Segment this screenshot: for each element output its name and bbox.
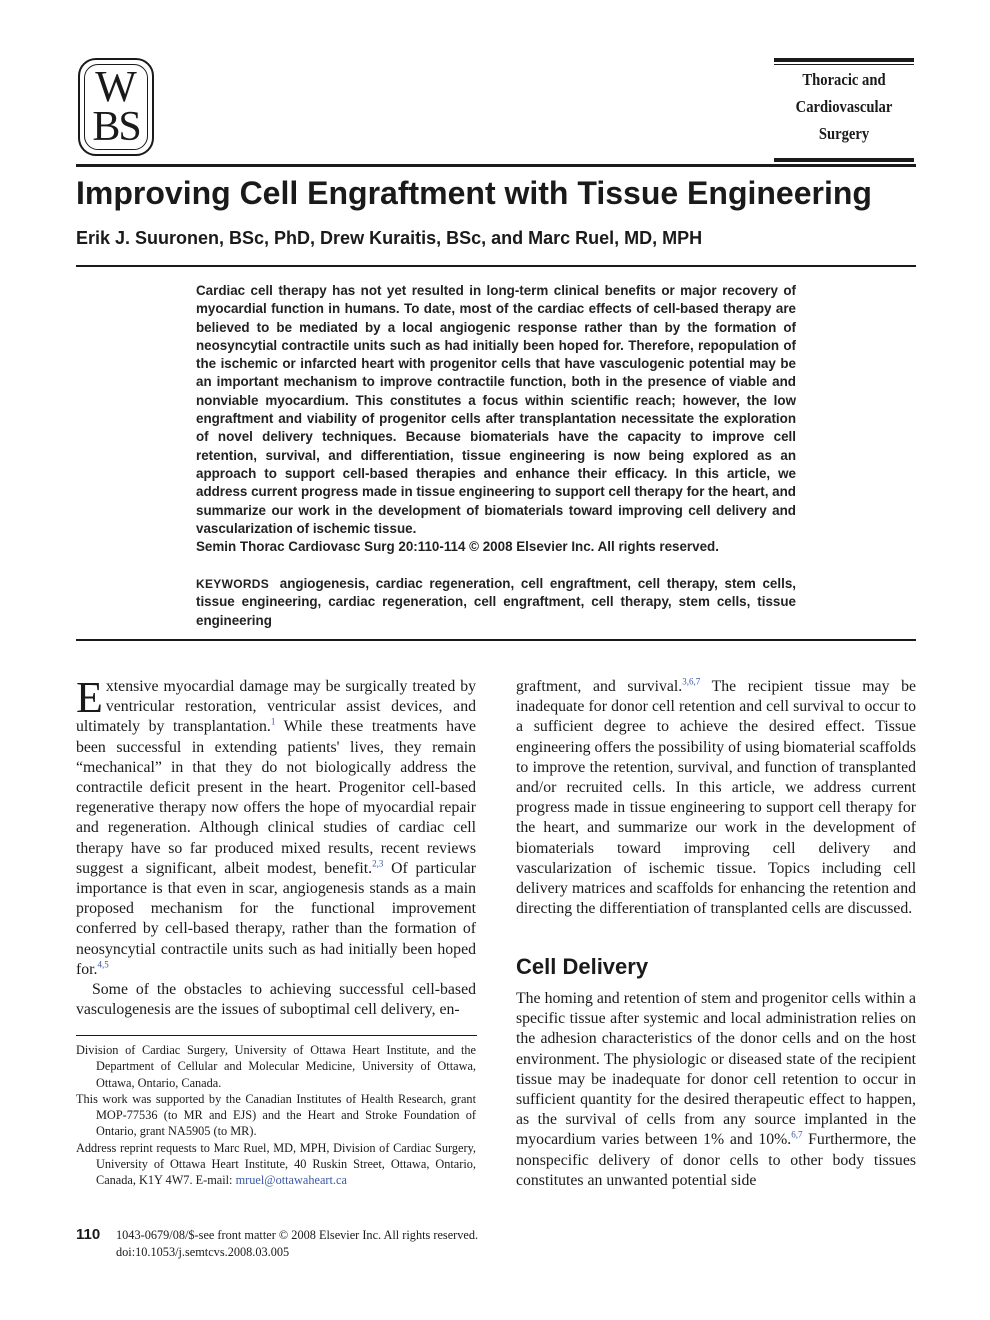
page-number: 110 xyxy=(76,1226,101,1243)
p1-text-b: While these treatments have been successful in extending patients' lives, they remain “mechanical” in that they do not biologically address the contractile deficit present in the heart. Progenitor cell-based regenerative therapy now offers the hope of myocardial repair and regeneration. Although clinical studies of cardiac cell therapy have so far produced mixed results, recent reviews suggest a significant, albeit modest, benefit. xyxy=(76,718,476,877)
body-left-column xyxy=(76,673,476,1020)
footnote-funding: This work was supported by the Canadian Institutes of Health Research, grant MOP-77536 (to MR and EJS) and the Heart and Stroke Foundation of Ontario, grant NA5905 (to MR). xyxy=(76,1091,476,1139)
journal-box-rule xyxy=(774,64,914,65)
r1-text-a: graftment, and survival. xyxy=(516,678,683,695)
journal-name-line2: Cardiovascular xyxy=(795,97,893,116)
reference-link[interactable]: 2,3 xyxy=(372,858,384,869)
footnote-correspondence xyxy=(76,1140,476,1189)
reference-link[interactable]: 4,5 xyxy=(97,959,109,970)
p1-text-c: Of particular importance is that even in scar, angiogenesis stands as a main proposed mechanism for the functional improvement conferred by cell-based therapy, rather than the formation of neosyncytial contractile units such as had initially been hoped for. xyxy=(76,859,476,978)
journal-name-line3: Surgery xyxy=(818,124,870,143)
correspondence-text: Address reprint requests to Marc Ruel, MD, MPH, Division of Cardiac Surgery, University of Ottawa Heart Institute, 40 Ruskin Street, Ottawa, Ontario, Canada, K1Y 4W7. E-mail: xyxy=(76,1140,476,1188)
r2-text-b: Furthermore, the nonspecific delivery of donor cells to other body tissues constitutes an unwanted potential side xyxy=(516,1131,916,1189)
reference-link[interactable]: 6,7 xyxy=(791,1130,803,1141)
body-right-column xyxy=(516,677,916,919)
logo-text-bottom: BS xyxy=(92,104,140,150)
authors-rule xyxy=(76,265,916,267)
journal-name-box xyxy=(774,58,914,162)
r1-text-b: The recipient tissue may be inadequate for donor cell retention and cell survival to occur to a sufficient degree to achieve the desired effect. Tissue engineering offers the possibility of using biomaterial scaffolds to improve the retention, survival, and function of transplanted and/or recruited cells. In this article, we address current progress made in tissue engineering to support cell therapy for the heart, and summarize our work in the development of biomaterials toward improving cell delivery and vascularization of ischemic tissue. Topics including cell delivery matrices and scaffolds for enhancing the retention and directing the differentiation of transplanted cells are discussed. xyxy=(516,678,917,918)
article-title: Improving Cell Engraftment with Tissue Engineering xyxy=(76,175,872,211)
journal-name-line1: Thoracic and xyxy=(802,70,886,89)
body-paragraph-2: Some of the obstacles to achieving successful cell-based vasculogenesis are the issues of suboptimal cell delivery, en- xyxy=(76,981,476,1019)
reference-link[interactable]: 3,6,7 xyxy=(682,676,701,687)
header-rule xyxy=(76,164,916,167)
body-paragraph-3 xyxy=(516,677,916,919)
body-paragraph-4 xyxy=(516,989,916,1191)
reference-link[interactable]: 1 xyxy=(270,717,276,728)
issn-line: 1043-0679/08/$-see front matter © 2008 Elsevier Inc. All rights reserved. xyxy=(116,1228,479,1242)
drop-cap: E xyxy=(76,673,103,722)
footnote-rule xyxy=(76,1035,477,1036)
abstract-text: Cardiac cell therapy has not yet resulted in long-term clinical benefits or major recovery of myocardial function in humans. To date, most of the cardiac effects of cell-based therapy are believed to be mediated by a local angiogenic response rather than by the formation of neosyncytial contractile units such as had initially been hoped for. Therefore, repopulation of the ischemic or infarcted heart with progenitor cells that have vasculogenic potential may be an important mechanism to improve contractile function, both in the presence of viable and nonviable myocardium. This constitutes a focus within scientific reach; however, the low engraftment and viability of progenitor cells after transplantation necessitate the exploration of novel delivery techniques. Because biomaterials have the capacity to improve cell retention, survival, and differentiation, tissue engineering is now being explored as an approach to support cell-based therapies and enhance their efficacy. In this article, we address current progress made in tissue engineering to support cell therapy for the heart, and summarize our work in the development of biomaterials toward improving cell delivery and vascularization of ischemic tissue. xyxy=(196,283,796,536)
citation: Semin Thorac Cardiovasc Surg 20:110-114 © 2008 Elsevier Inc. All rights reserved. xyxy=(196,539,719,555)
logo-text-top: W xyxy=(95,62,137,111)
email-link[interactable]: mruel@ottawaheart.ca xyxy=(235,1173,347,1188)
footnotes xyxy=(76,1042,476,1189)
keywords-label: KEYWORDS xyxy=(196,577,270,591)
body-right-column-section xyxy=(516,989,916,1191)
abstract-rule xyxy=(76,639,916,641)
journal-logo xyxy=(78,58,154,156)
keywords-list: angiogenesis, cardiac regeneration, cell engraftment, cell therapy, stem cells, tissue engineering, cardiac regeneration, cell engraftment, cell therapy, stem cells, tissue engineering xyxy=(196,576,796,628)
body-paragraph-1 xyxy=(76,673,476,980)
footer-info xyxy=(116,1227,478,1261)
r2-text-a: The homing and retention of stem and progenitor cells within a specific tissue after systemic and local administration relies on the adhesion characteristics of the donor cells and on the host environment. The physiologic or diseased state of the recipient tissue may be inadequate for donor cell retention to occur in sufficient quantity for the desired therapeutic effect to happen, as the survival of cells from any source implanted in the myocardium varies between 1% and 10%. xyxy=(516,990,916,1149)
abstract xyxy=(196,282,796,556)
p1-text-a: xtensive myocardial damage may be surgically treated by ventricular restoration, ventricular assist devices, and ultimately by transplantation. xyxy=(76,678,476,736)
section-heading: Cell Delivery xyxy=(516,954,649,979)
keywords xyxy=(196,575,796,630)
article-authors: Erik J. Suuronen, BSc, PhD, Drew Kuraitis, BSc, and Marc Ruel, MD, MPH xyxy=(76,228,703,248)
footnote-affiliation: Division of Cardiac Surgery, University of Ottawa Heart Institute, and the Department of Cellular and Molecular Medicine, University of Ottawa, Ottawa, Ontario, Canada. xyxy=(76,1043,476,1090)
doi-line: doi:10.1053/j.semtcvs.2008.03.005 xyxy=(116,1244,290,1259)
